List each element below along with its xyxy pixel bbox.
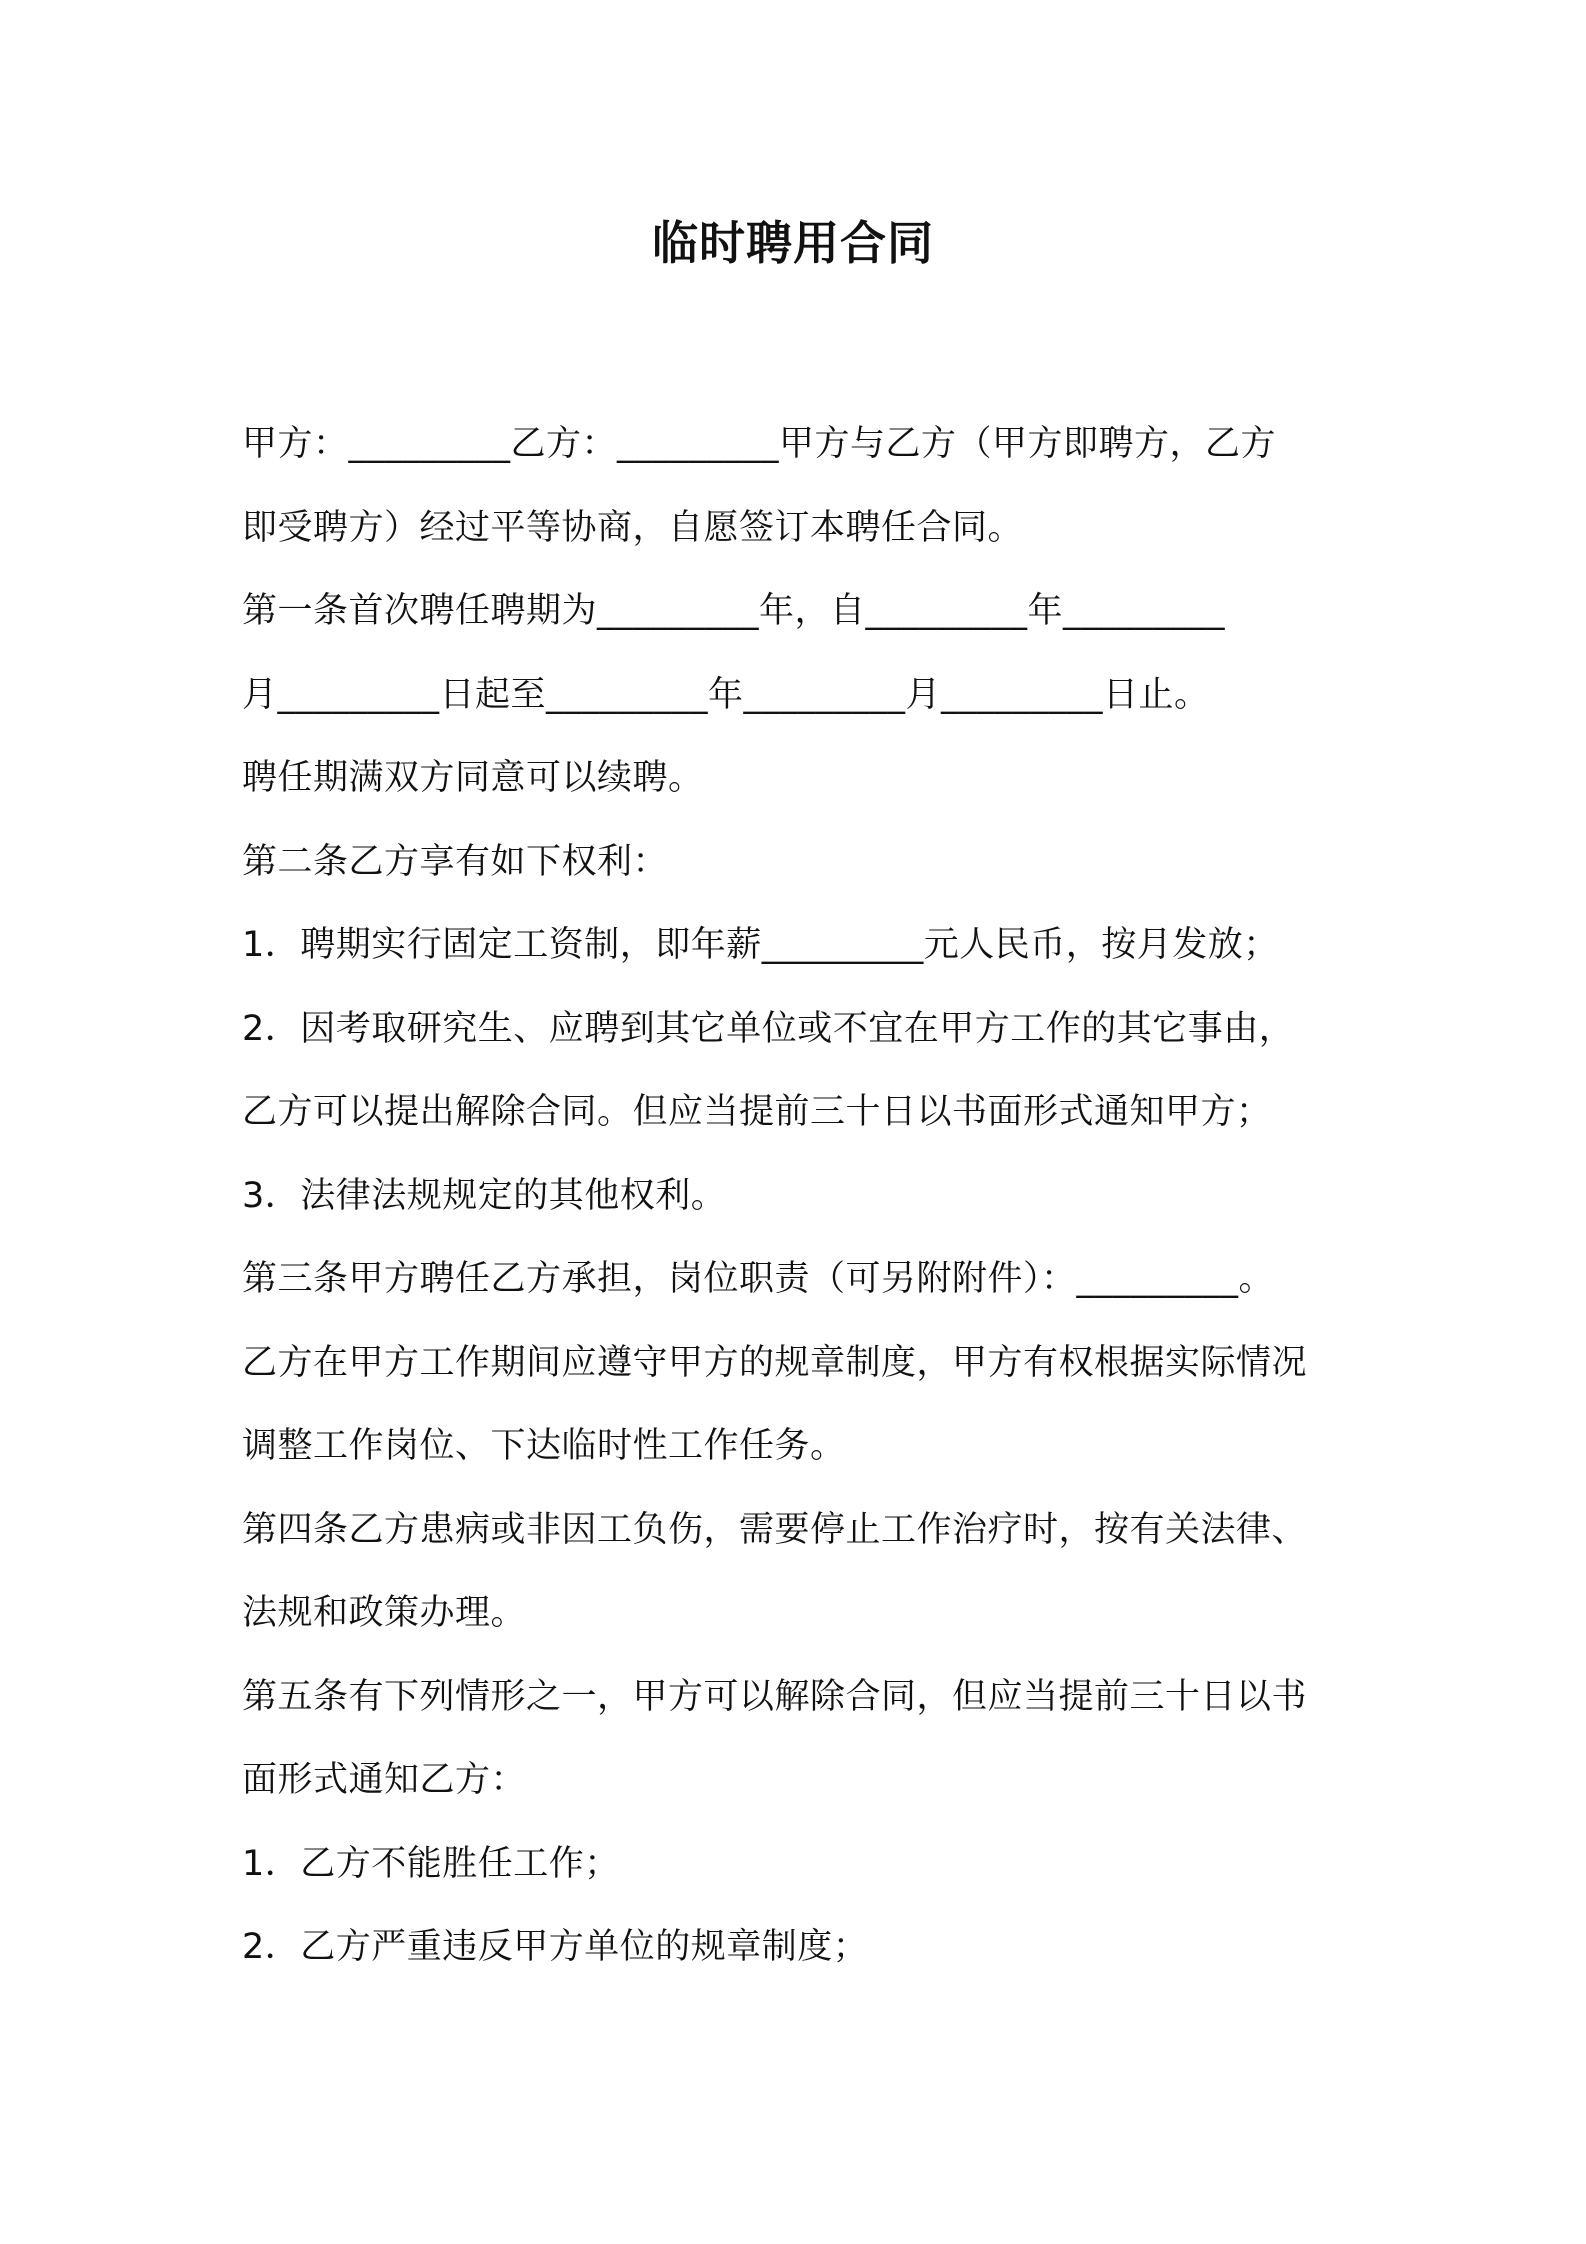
text-line: 月_________日起至_________年_________月_________日止。 xyxy=(242,674,1210,715)
text-line: 第一条首次聘任聘期为_________年，自_________年_________ xyxy=(242,591,1226,631)
text-line: 第三条甲方聘任乙方承担，岗位职责（可另附附件）：_________。 xyxy=(242,1259,1275,1299)
text-line: 乙方在甲方工作期间应遵守甲方的规章制度，甲方有权根据实际情况 xyxy=(242,1342,1308,1383)
text-line: 第四条乙方患病或非因工负伤，需要停止工作治疗时，按有关法律、 xyxy=(242,1509,1308,1550)
text-line: 即受聘方）经过平等协商，自愿签订本聘任合同。 xyxy=(242,507,1024,548)
text-line: 调整工作岗位、下达临时性工作任务。 xyxy=(242,1426,846,1466)
document-body xyxy=(242,403,1362,1990)
text-line: 聘任期满双方同意可以续聘。 xyxy=(242,758,704,798)
text-line: 3．法律法规规定的其他权利。 xyxy=(242,1175,727,1216)
text-line: 2．乙方严重违反甲方单位的规章制度； xyxy=(242,1927,869,1967)
text-line: 甲方：_________乙方：_________甲方与乙方（甲方即聘方，乙方 xyxy=(242,424,1277,464)
text-line: 第五条有下列情形之一，甲方可以解除合同，但应当提前三十日以书 xyxy=(242,1676,1308,1717)
text-line: 2．因考取研究生、应聘到其它单位或不宜在甲方工作的其它事由， xyxy=(242,1008,1295,1049)
text-line: 乙方可以提出解除合同。但应当提前三十日以书面形式通知甲方； xyxy=(242,1092,1272,1132)
text-line: 面形式通知乙方： xyxy=(242,1760,527,1800)
document-title: 临时聘用合同 xyxy=(652,216,934,270)
text-line: 法规和政策办理。 xyxy=(242,1593,527,1633)
text-line: 1．聘期实行固定工资制，即年薪_________元人民币，按月发放； xyxy=(242,925,1279,965)
text-line: 1．乙方不能胜任工作； xyxy=(242,1843,620,1884)
text-line: 第二条乙方享有如下权利： xyxy=(242,841,669,882)
